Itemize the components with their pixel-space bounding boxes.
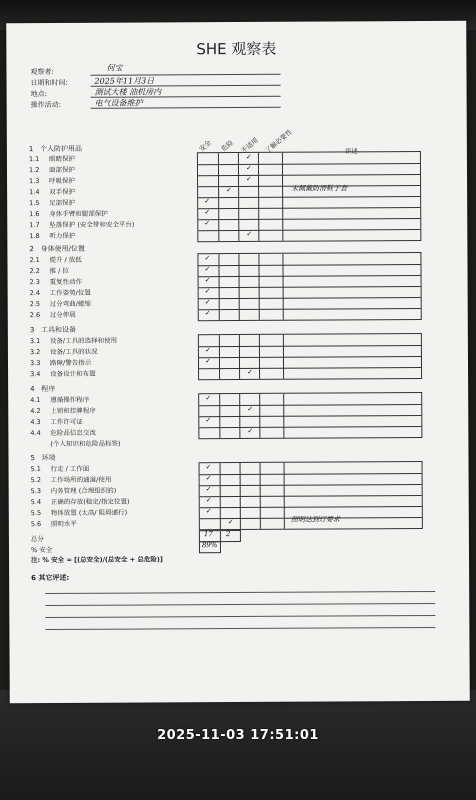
item-2-6: 2.6 过分伸展 bbox=[29, 310, 76, 320]
photo-background-bottom bbox=[0, 690, 476, 800]
formula-note: 注: % 安全 = [(总安全)/(总安全 + 总危险)] bbox=[31, 555, 163, 565]
item-4-2: 4.2 上锁和挂牌程序 bbox=[30, 406, 96, 416]
item-1-1: 1.1 眼睛保护 bbox=[28, 154, 75, 164]
observer-value: 何宝 bbox=[106, 63, 123, 73]
col-header-safe: 安全 bbox=[197, 138, 213, 154]
item-2-5: 2.5 过分弯曲/蜷缩 bbox=[29, 299, 91, 309]
location-value: 测试大楼 油机房内 bbox=[94, 87, 162, 97]
item-3-2: 3.2 设备/工具的状况 bbox=[29, 347, 98, 357]
section-3-title: 3 工具和设备 bbox=[29, 325, 77, 335]
table-section-2: ✓ ✓ ✓ ✓ ✓ ✓ bbox=[197, 252, 421, 321]
table-section-3: ✓ ✓ ✓ bbox=[198, 333, 422, 380]
safe-pct-value: 89% bbox=[201, 541, 218, 550]
item-5-3: 5.3 内务管理 (合理组织的) bbox=[30, 486, 117, 496]
item-1-3: 1.3 呼吸保护 bbox=[29, 176, 76, 186]
item-1-7: 1.7 坠落保护 (安全带和安全平台) bbox=[29, 220, 135, 230]
safe-pct-label: % 安全 bbox=[30, 545, 53, 555]
col-header-na: 不适用 bbox=[239, 136, 260, 155]
comment-line-1 bbox=[45, 591, 435, 594]
total-danger-count: 2 bbox=[225, 530, 231, 539]
table-section-5: ✓ ✓ ✓ ✓ ✓ ✓ bbox=[199, 461, 423, 530]
item-1-8: 1.8 听力保护 bbox=[29, 231, 76, 241]
location-label: 地点: bbox=[30, 89, 47, 99]
comment-line-2 bbox=[45, 603, 435, 606]
item-5-5: 5.5 物体放置 (太高/ 阻碍通行) bbox=[30, 508, 128, 518]
item-3-4: 3.4 设备设计和布置 bbox=[30, 369, 96, 379]
comment-1-4: 未佩戴防滑鞋子套 bbox=[291, 184, 348, 193]
item-5-6: 5.6 照明水平 bbox=[30, 519, 77, 529]
total-safe-count: 17 bbox=[203, 530, 213, 539]
other-comments-label: 6 其它评述: bbox=[31, 573, 70, 583]
observer-label: 观察者: bbox=[30, 67, 54, 77]
comment-line-3 bbox=[45, 615, 435, 618]
item-3-3: 3.3 路障/警告指示 bbox=[29, 358, 92, 368]
activity-label: 操作活动: bbox=[30, 100, 62, 110]
item-2-4: 2.4 工作姿势/位置 bbox=[29, 288, 91, 298]
item-2-3: 2.3 重复性动作 bbox=[29, 277, 83, 287]
table-section-4: ✓ ✓ ✓ ✓ bbox=[198, 392, 422, 439]
item-5-2: 5.2 工作场所的通道/使用 bbox=[30, 475, 112, 485]
safe-pct-box bbox=[199, 541, 221, 553]
section-1-title: 1 个人防护用品 bbox=[28, 144, 83, 154]
col-header-comment: 评述 bbox=[344, 147, 358, 156]
col-header-danger: 危险 bbox=[219, 138, 235, 154]
section-2-title: 2 身体使用/位置 bbox=[29, 244, 85, 254]
datetime-value: 2025年11月3日 bbox=[94, 76, 155, 86]
item-1-2: 1.2 面部保护 bbox=[28, 165, 76, 175]
item-5-4: 5.4 正确的存放(稳定/指定位置) bbox=[30, 497, 130, 507]
datetime-label: 日期和时间: bbox=[30, 78, 68, 88]
item-2-2: 2.2 推 / 拉 bbox=[29, 266, 69, 276]
item-4-4: 4.4 危险品信息交流 bbox=[30, 428, 96, 438]
section-5-title: 5 环境 bbox=[30, 453, 56, 463]
form-title: SHE 观察表 bbox=[196, 39, 277, 59]
item-1-4: 1.4 双手保护 bbox=[29, 187, 76, 197]
photo-timestamp: 2025-11-03 17:51:01 bbox=[157, 728, 319, 743]
item-5-1: 5.1 行走 / 工作面 bbox=[30, 464, 90, 474]
item-4-1: 4.1 遵循操作程序 bbox=[30, 395, 90, 405]
comment-5-6: 照明达到灯要求 bbox=[290, 515, 340, 524]
table-section-1: ✓ ✓ ✓ ✓ ✓ ✓ ✓ ✓ bbox=[197, 151, 421, 242]
item-1-6: 1.6 身体手臂和腿部保护 bbox=[29, 209, 108, 219]
item-4-4-note: (个人知识和危险品标签) bbox=[50, 439, 121, 448]
col-header-understand: 了解必要性 bbox=[263, 127, 294, 155]
item-3-1: 3.1 设备/工具的选择和使用 bbox=[29, 336, 118, 346]
activity-value: 电气设备维护 bbox=[94, 98, 143, 108]
item-4-3: 4.3 工作许可证 bbox=[30, 417, 83, 427]
comment-line-4 bbox=[45, 627, 435, 630]
total-label: 总分 bbox=[30, 535, 44, 544]
section-4-title: 4 程序 bbox=[30, 384, 56, 394]
she-observation-form bbox=[6, 21, 470, 703]
item-2-1: 2.1 提升 / 放低 bbox=[29, 255, 82, 265]
item-1-5: 1.5 足部保护 bbox=[29, 198, 76, 208]
